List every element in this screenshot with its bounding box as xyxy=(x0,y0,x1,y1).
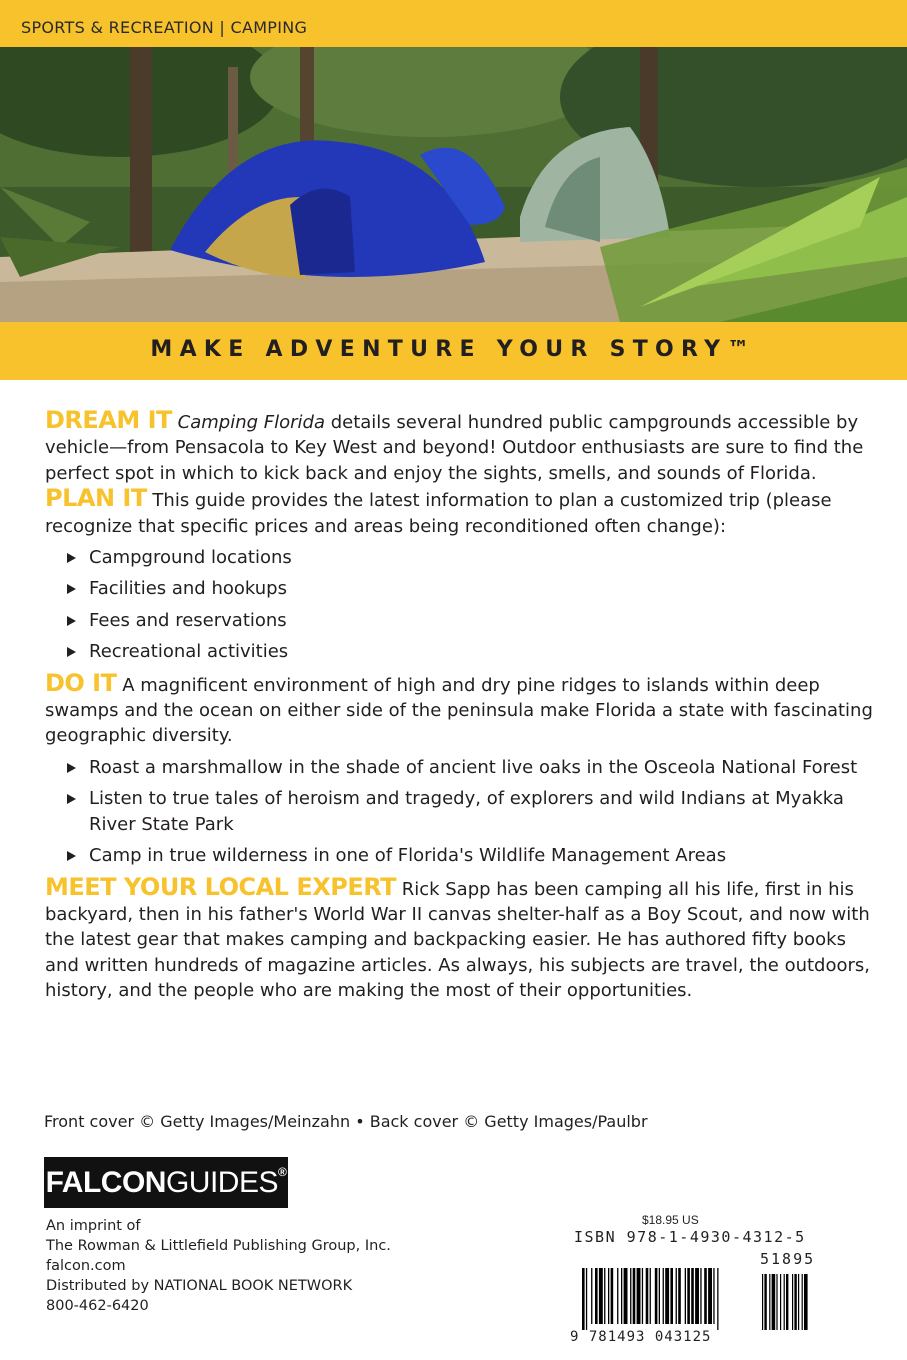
phone: 800-462-6420 xyxy=(46,1298,149,1314)
registered-mark: ® xyxy=(278,1165,287,1179)
addon-bar xyxy=(780,1274,781,1330)
logo-bold: FALCON xyxy=(45,1166,166,1199)
barcode-bar xyxy=(582,1268,585,1330)
imprint-line: An imprint of xyxy=(46,1218,141,1234)
section-do xyxy=(45,668,875,749)
addon-bar xyxy=(786,1274,788,1330)
list-item: Fees and reservations xyxy=(67,608,875,633)
heading-plan-it: PLAN IT xyxy=(45,484,147,513)
website: falcon.com xyxy=(46,1258,126,1274)
barcode-bar xyxy=(617,1268,618,1324)
dream-text: details several hundred public campgrounds accessible by vehicle—from Pensacola to Key West and beyond! Outdoor enthusiasts are sure to find the perfect spot in which to kick back and enjoy the sights, smells, and sounds of Florida. xyxy=(45,412,864,484)
addon-bar xyxy=(802,1274,803,1330)
barcode-bar xyxy=(695,1268,699,1324)
publisher-name: The Rowman & Littlefield Publishing Group, Inc. xyxy=(46,1238,391,1254)
barcode-bar xyxy=(604,1268,605,1324)
barcode-bar xyxy=(700,1268,701,1324)
tagline: MAKE ADVENTURE YOUR STORY™ xyxy=(150,337,757,362)
list-item: Recreational activities xyxy=(67,639,875,664)
barcode-bar xyxy=(678,1268,681,1324)
barcode-bar xyxy=(713,1268,714,1324)
barcode-bar xyxy=(687,1268,690,1324)
top-category-bar xyxy=(0,0,907,47)
isbn-barcode xyxy=(570,1212,830,1347)
isbn-text: ISBN 978-1-4930-4312-5 xyxy=(574,1228,806,1246)
book-title: Camping Florida xyxy=(177,412,325,433)
barcode-bar xyxy=(621,1268,622,1324)
barcode-bar xyxy=(591,1268,592,1324)
barcode-bar xyxy=(665,1268,669,1324)
barcode-bar xyxy=(595,1268,598,1324)
heading-meet-your-local-expert: MEET YOUR LOCAL EXPERT xyxy=(45,872,396,901)
barcode-bar xyxy=(642,1268,643,1324)
list-item: Camp in true wilderness in one of Florida's Wildlife Management Areas xyxy=(67,843,875,868)
publisher-info xyxy=(46,1216,391,1316)
price: $18.95 US xyxy=(642,1213,699,1227)
barcode-bar xyxy=(611,1268,614,1324)
barcode-bar xyxy=(624,1268,628,1324)
barcode-bar xyxy=(608,1268,609,1324)
addon-bar xyxy=(792,1274,793,1330)
barcode-bar xyxy=(691,1268,694,1324)
list-item: Roast a marshmallow in the shade of ancient live oaks in the Osceola National Forest xyxy=(67,755,875,780)
addon-bar xyxy=(784,1274,785,1330)
addon-bar xyxy=(764,1274,766,1330)
barcode-bar xyxy=(650,1268,651,1324)
addon-bar xyxy=(772,1274,776,1330)
do-text: A magnificent environment of high and dry pine ridges to islands within deep swamps and the ocean on either side of the peninsula make Florida a state with fascinating geographic diversity. xyxy=(45,674,873,747)
addon-bar xyxy=(769,1274,770,1330)
falconguides-logo xyxy=(44,1157,288,1208)
barcode-bar xyxy=(670,1268,673,1324)
barcode-bar xyxy=(655,1268,658,1324)
addon-bar xyxy=(762,1274,763,1330)
section-expert xyxy=(45,872,875,1004)
barcode-bar xyxy=(685,1268,686,1324)
barcode-bar xyxy=(663,1268,664,1324)
category-label: SPORTS & RECREATION | CAMPING xyxy=(21,18,308,37)
barcode-bar xyxy=(630,1268,631,1324)
photo-credits: Front cover © Getty Images/Meinzahn • Back cover © Getty Images/Paulbr xyxy=(44,1112,648,1131)
plan-text: This guide provides the latest information to plan a customized trip (please recognize that specific prices and areas being reconditioned often change): xyxy=(45,490,832,537)
heading-dream-it: DREAM IT xyxy=(45,406,172,434)
section-plan xyxy=(45,486,875,539)
barcode-bar xyxy=(676,1268,677,1324)
barcode-digits: 9 781493 043125 xyxy=(570,1329,712,1345)
addon-bar xyxy=(804,1274,808,1330)
barcode-bar xyxy=(599,1268,603,1324)
barcode-bar xyxy=(586,1268,587,1330)
barcode-bar xyxy=(704,1268,707,1324)
list-item: Campground locations xyxy=(67,545,875,570)
logo-light: GUIDES xyxy=(165,1166,278,1199)
section-dream xyxy=(45,408,875,486)
barcode-bar xyxy=(633,1268,636,1324)
heading-do-it: DO IT xyxy=(45,668,117,697)
barcode-bar xyxy=(717,1268,718,1330)
description-body xyxy=(45,408,875,1004)
cover-photo-campsite xyxy=(0,47,907,322)
barcode-bar xyxy=(646,1268,649,1324)
plan-list xyxy=(45,545,875,665)
barcode-bar xyxy=(659,1268,660,1324)
list-item: Facilities and hookups xyxy=(67,576,875,601)
barcode-bar xyxy=(637,1268,641,1324)
addon-bar xyxy=(776,1274,777,1330)
expert-text: Rick Sapp has been camping all his life, first in his backyard, then in his father's World War II canvas shelter-half as a Boy Scout, and now with the latest gear that makes camping and backpacking easier. He has authored fifty books and written hundreds of magazine articles. As always, his subjects are travel, the outdoors, history, and the people who are making the most of their opportunities. xyxy=(45,878,871,1002)
distributor: Distributed by NATIONAL BOOK NETWORK xyxy=(46,1278,353,1294)
barcode-bars xyxy=(570,1268,830,1330)
do-list xyxy=(45,755,875,869)
price-addon-code: 51895 xyxy=(760,1250,816,1268)
barcode-bar xyxy=(708,1268,712,1324)
addon-bar xyxy=(798,1274,799,1330)
addon-bar xyxy=(794,1274,796,1330)
list-item: Listen to true tales of heroism and tragedy, of explorers and wild Indians at Myakka River State Park xyxy=(67,786,875,837)
